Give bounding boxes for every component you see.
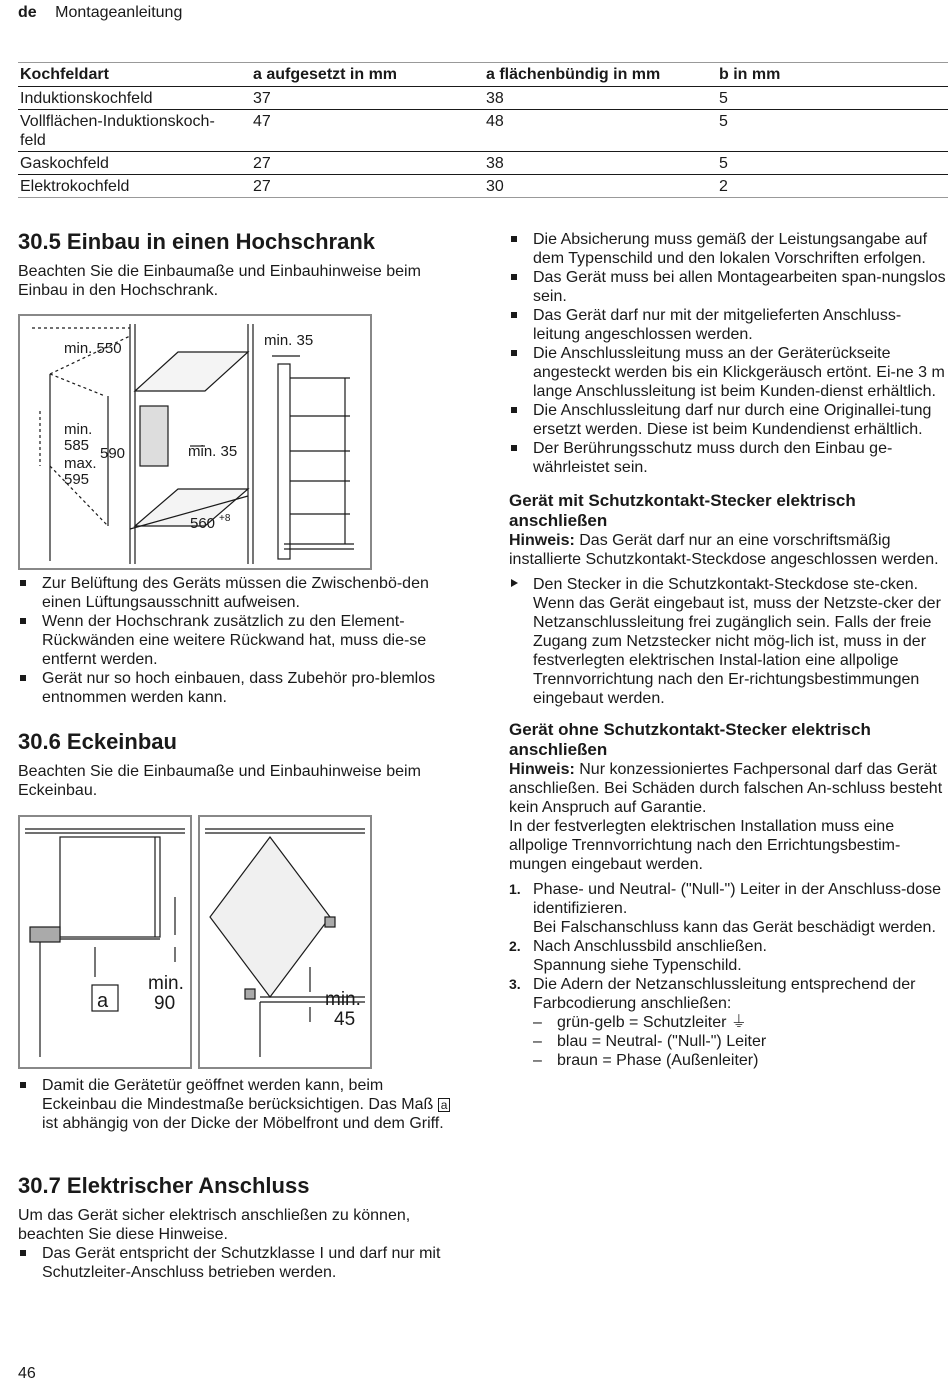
list-item: Das Gerät darf nur mit der mitgelieferten Anschluss-leitung angeschlossen werden.	[509, 306, 947, 344]
hint-text: Das Gerät darf nur an eine vorschriftsmäßig installierte Schutzkontakt-Steckdose angeschlossen werden.	[509, 532, 939, 568]
dim-min-550: min. 550	[64, 340, 122, 357]
section-title: 30.5 Einbau in einen Hochschrank	[18, 229, 375, 254]
table-row	[18, 87, 948, 110]
header-title: Montageanleitung	[55, 4, 183, 21]
table-cell: Vollflächen-Induktionskoch- feld	[18, 110, 251, 152]
dim-560: 560	[190, 515, 216, 532]
wire-list	[533, 1013, 947, 1070]
dim-590: 590	[100, 445, 126, 462]
table-row	[18, 175, 948, 198]
list-item: Das Gerät muss bei allen Montagearbeiten span-nungslos sein.	[509, 268, 947, 306]
step-number: 3.	[509, 976, 521, 992]
step-result: Bei Falschanschluss kann das Gerät beschädigt werden.	[533, 919, 936, 936]
step-result: Spannung siehe Typenschild.	[533, 957, 742, 974]
list-item	[509, 880, 947, 937]
list-item: – blau = Neutral- ("Null-") Leiter	[533, 1032, 947, 1051]
paragraph: In der festverlegten elektrischen Installation muss eine allpolige Trennvorrichtung nach den Errichtungsbestim-mungen eingebaut werden.	[509, 818, 901, 873]
hint	[509, 760, 947, 817]
page-number: 46	[18, 1365, 36, 1382]
list-item: – grün-gelb = Schutzleiter ⏚	[533, 1013, 947, 1032]
corner-diagram-b	[198, 815, 372, 1069]
step-text: Nach Anschlussbild anschließen.	[533, 938, 767, 955]
table-cell: Induktionskochfeld	[18, 87, 251, 110]
list-item: – braun = Phase (Außenleiter)	[533, 1051, 947, 1070]
list-item: Die Absicherung muss gemäß der Leistungsangabe auf dem Typenschild und den lokalen Vorschriften erfolgen.	[509, 230, 947, 268]
table-cell: 2	[717, 175, 948, 198]
list-item	[509, 937, 947, 975]
hint-text: Nur konzessioniertes Fachpersonal darf das Gerät anschließen. Bei Schäden durch falschen An-schluss besteht kein Anspruch auf Garantie.	[509, 761, 943, 816]
section-title: 30.6 Eckeinbau	[18, 729, 177, 754]
section-30-6-bullet	[18, 1076, 458, 1133]
instruction-step	[509, 575, 947, 708]
dimension-a-label: a	[97, 990, 109, 1012]
list-item: Die Anschlussleitung darf nur durch eine Originallei-tung ersetzt werden. Diese ist beim Kundendienst erhältlich.	[509, 401, 947, 439]
section-30-7	[18, 1172, 458, 1282]
dim-min-label: min.	[148, 973, 184, 994]
dim-min-label: min.	[325, 989, 361, 1010]
dim-585: 585	[64, 437, 90, 454]
table-cell: 30	[484, 175, 717, 198]
table-header-row	[18, 63, 948, 87]
step-number: 1.	[509, 881, 521, 897]
numbered-steps	[509, 880, 947, 1070]
list-item: Gerät nur so hoch einbauen, dass Zubehör pro-blemlos entnommen werden kann.	[18, 669, 458, 707]
table-row	[18, 152, 948, 175]
bullet-text: Damit die Gerätetür geöffnet werden kann, beim Eckeinbau die Mindestmaße berücksichtigen. Das Maß	[42, 1077, 434, 1113]
page-header	[18, 4, 182, 22]
table-cell: 5	[717, 87, 948, 110]
step-text: Den Stecker in die Schutzkontakt-Steckdose ste-cken.	[533, 576, 919, 593]
table-cell: 27	[251, 152, 484, 175]
table-cell: 38	[484, 152, 717, 175]
table-cell: 37	[251, 87, 484, 110]
table-cell: 38	[484, 87, 717, 110]
table-header: a flächenbündig in mm	[484, 63, 717, 87]
dim-min-label: min.	[64, 421, 93, 438]
step-text: Die Adern der Netzanschlussleitung entsprechend der Farbcodierung anschließen:	[533, 976, 916, 1012]
list-item: Der Berührungsschutz muss durch den Einbau ge-währleistet sein.	[509, 439, 947, 477]
section-30-5-bullets	[18, 574, 458, 707]
list-item: Die Anschlussleitung muss an der Geräterückseite angesteckt werden bis ein Klickgeräusch ertönt. Ei-ne 3 m lange Anschlussleitung ist beim Kunden-dienst erhältlich.	[509, 344, 947, 401]
section-30-6	[18, 728, 458, 800]
section-title: 30.7 Elektrischer Anschluss	[18, 1173, 310, 1198]
dim-90: 90	[154, 993, 176, 1014]
table-cell: 5	[717, 110, 948, 152]
tall-cabinet-drawing	[20, 316, 370, 568]
step-number: 2.	[509, 938, 521, 954]
hint	[509, 531, 947, 569]
dim-45: 45	[334, 1009, 356, 1030]
section-30-7-right	[509, 230, 947, 1070]
section-intro: Beachten Sie die Einbaumaße und Einbauhinweise beim Einbau in den Hochschrank.	[18, 263, 421, 299]
hint-label: Hinweis:	[509, 761, 575, 778]
cooktop-table	[18, 62, 948, 198]
table-row	[18, 110, 948, 152]
dim-max-label: max.	[64, 455, 97, 472]
step-result: Wenn das Gerät eingebaut ist, muss der Netzste-cker der Netzanschlussleitung frei zugänglich sein. Falls der freie Zugang zum Netzstecker nicht mög-lich ist, muss in der festverlegten elektrischen Instal-lation eine allpolige Trennvorrichtung nach den Er-richtungsbestimmungen eingebaut werden.	[533, 595, 941, 707]
corner-drawing-a	[20, 817, 190, 1067]
table-cell: Gaskochfeld	[18, 152, 251, 175]
list-item	[18, 1076, 458, 1133]
section-intro: Um das Gerät sicher elektrisch anschließen zu können, beachten Sie diese Hinweise.	[18, 1207, 411, 1243]
list-item	[509, 975, 947, 1070]
table-cell: 48	[484, 110, 717, 152]
subsection-title: Gerät mit Schutzkontakt-Stecker elektrisch anschließen	[509, 491, 856, 530]
dim-min-35-mid: min. 35	[188, 443, 238, 460]
table-cell: Elektrokochfeld	[18, 175, 251, 198]
dim-min-35-top: min. 35	[264, 332, 314, 349]
list-item: Wenn der Hochschrank zusätzlich zu den Element-Rückwänden eine weitere Rückwand hat, muss die-se entfernt werden.	[18, 612, 458, 669]
list-item: Das Gerät entspricht der Schutzklasse I und darf nur mit Schutzleiter-Anschluss betrieben werden.	[18, 1244, 458, 1282]
subsection-title: Gerät ohne Schutzkontakt-Stecker elektrisch anschließen	[509, 720, 871, 759]
table-header: a aufgesetzt in mm	[251, 63, 484, 87]
section-intro: Beachten Sie die Einbaumaße und Einbauhinweise beim Eckeinbau.	[18, 763, 421, 799]
language-code: de	[18, 4, 37, 21]
section-30-5	[18, 228, 458, 300]
table-cell: 47	[251, 110, 484, 152]
step-text: Phase- und Neutral- ("Null-") Leiter in der Anschluss-dose identifizieren.	[533, 881, 941, 917]
table-header: b in mm	[717, 63, 948, 87]
table-cell: 27	[251, 175, 484, 198]
corner-diagram-a	[18, 815, 192, 1069]
corner-drawing-b	[200, 817, 370, 1067]
hint-label: Hinweis:	[509, 532, 575, 549]
dim-560-tolerance: +8	[219, 513, 231, 524]
tall-cabinet-diagram	[18, 314, 372, 570]
bullet-text: ist abhängig von der Dicke der Möbelfront und dem Griff.	[42, 1115, 444, 1132]
list-item: Zur Belüftung des Geräts müssen die Zwischenbö-den einen Lüftungsausschnitt aufweisen.	[18, 574, 458, 612]
dim-595: 595	[64, 471, 90, 488]
table-cell: 5	[717, 152, 948, 175]
dimension-a-symbol: a	[438, 1098, 451, 1112]
table-header: Kochfeldart	[18, 63, 251, 87]
